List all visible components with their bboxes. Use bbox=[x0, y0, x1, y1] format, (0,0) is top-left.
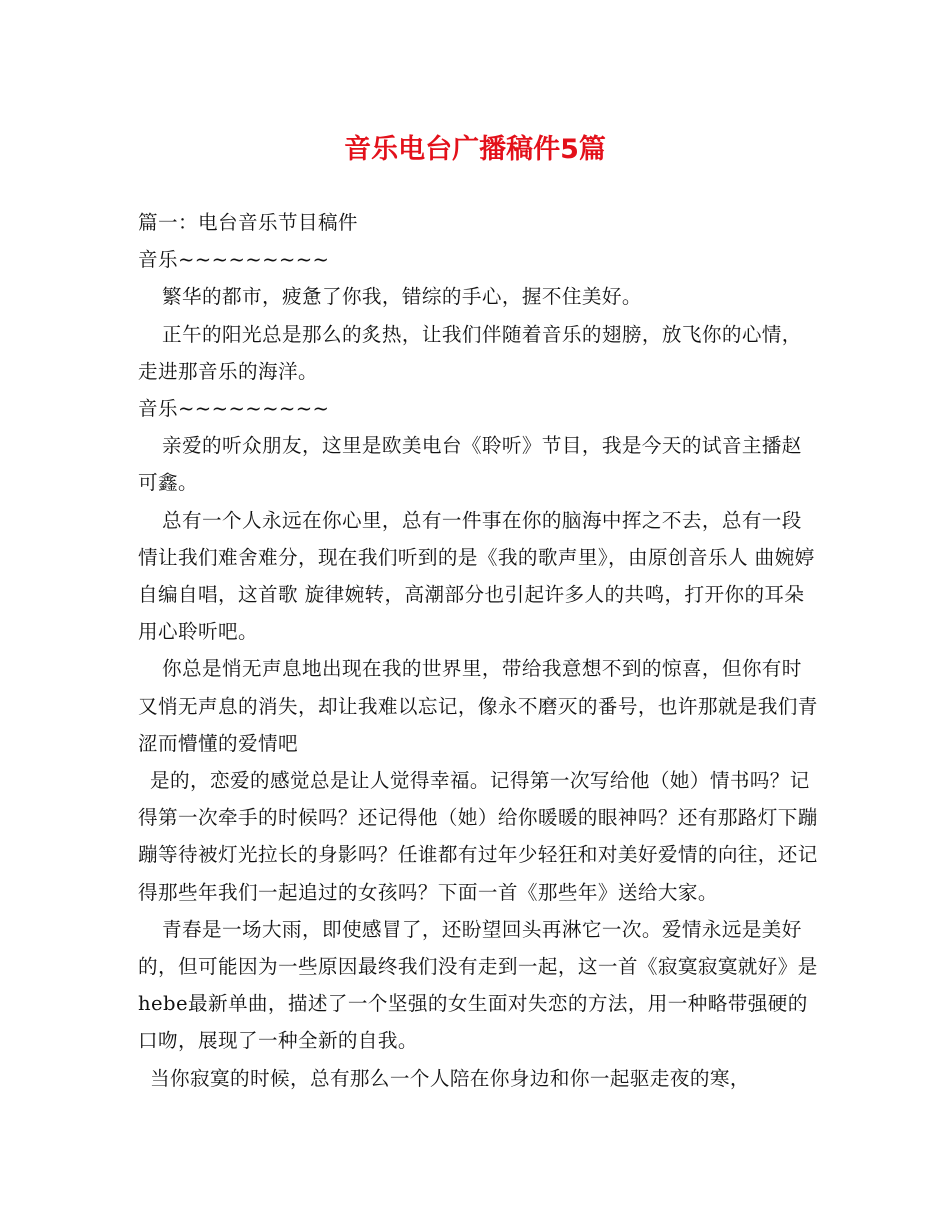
music-cue: 音乐~~~~~~~~~ bbox=[138, 397, 330, 421]
paragraph: 亲爱的听众朋友，这里是欧美电台《聆听》节目，我是今天的试音主播赵可鑫。 bbox=[138, 434, 802, 495]
section-heading: 篇一：电台音乐节目稿件 bbox=[138, 211, 358, 234]
paragraph: 是的，恋爱的感觉总是让人觉得幸福。记得第一次写给他（她）情书吗？记得第一次牵手的时候吗？还记得他（她）给你暖暖的眼神吗？还有那路灯下蹦蹦等待被灯光拉长的身影吗？任谁都有过年少轻狂和对美好爱情的向往，还记得那些年我们一起追过的女孩吗？下面一首《那些年》送给大家。 bbox=[138, 769, 818, 904]
paragraph: 繁华的都市，疲惫了你我，错综的手心，握不住美好。 bbox=[162, 285, 642, 309]
paragraph: 青春是一场大雨，即使感冒了，还盼望回头再淋它一次。爱情永远是美好的，但可能因为一些原因最终我们没有走到一起，这一首《寂寞寂寞就好》是hebe最新单曲，描述了一个坚强的女生面对失恋的方法，用一种略带强硬的口吻，展现了一种全新的自我。 bbox=[138, 917, 818, 1053]
paragraph: 总有一个人永远在你心里，总有一件事在你的脑海中挥之不去，总有一段情让我们难舍难分，现在我们听到的是《我的歌声里》，由原创音乐人 曲婉婷 自编自唱，这首歌 旋律婉转，高潮部分也引起许多人的共鸣，打开你的耳朵用心聆听吧。 bbox=[138, 508, 815, 644]
paragraph: 正午的阳光总是那么的炙热，让我们伴随着音乐的翅膀，放飞你的心情，走进那音乐的海洋。 bbox=[138, 322, 802, 383]
music-cue: 音乐~~~~~~~~~ bbox=[138, 248, 330, 272]
document-body bbox=[138, 204, 818, 1097]
paragraph: 你总是悄无声息地出现在我的世界里，带给我意想不到的惊喜，但你有时又悄无声息的消失，却让我难以忘记，像永不磨灭的番号，也许那就是我们青涩而懵懂的爱情吧 bbox=[138, 657, 818, 755]
document-title: 音乐电台广播稿件5篇 bbox=[344, 134, 606, 165]
paragraph: 当你寂寞的时候，总有那么一个人陪在你身边和你一起驱走夜的寒， bbox=[150, 1066, 750, 1090]
